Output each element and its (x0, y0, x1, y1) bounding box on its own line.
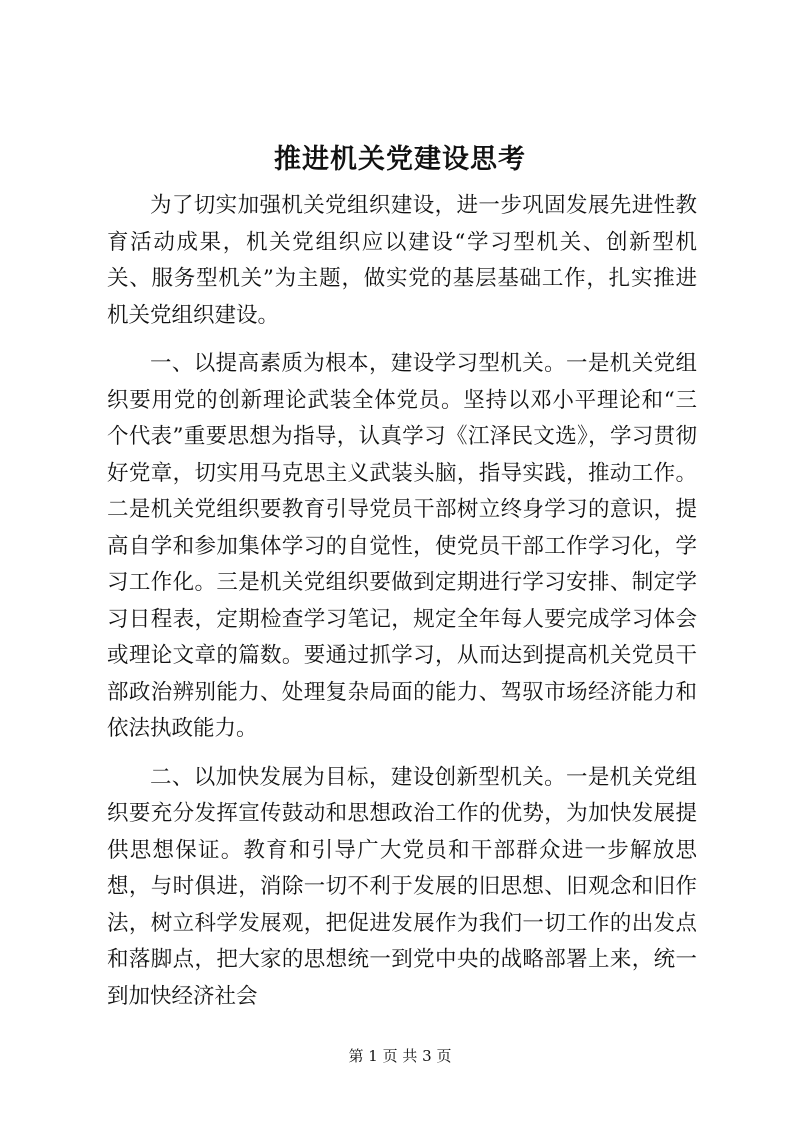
paragraph-section-one: 一、以提高素质为根本，建设学习型机关。一是机关党组织要用党的创新理论武装全体党员。坚持以邓小平理论和“三个代表”重要思想为指导，认真学习《江泽民文选》，学习贯彻好党章，切实用马克思主义武装头脑，指导实践，推动工作。二是机关党组织要教育引导党员干部树立终身学习的意识，提高自学和参加集体学习的自觉性，使党员干部工作学习化，学习工作化。三是机关党组织要做到定期进行学习安排、制定学习日程表，定期检查学习笔记，规定全年每人要完成学习体会或理论文章的篇数。要通过抓学习，从而达到提高机关党员干部政治辨别能力、处理复杂局面的能力、驾驭市场经济能力和依法执政能力。 (107, 351, 697, 741)
paragraph-section-two: 二、以加快发展为目标，建设创新型机关。一是机关党组织要充分发挥宣传鼓动和思想政治工作的优势，为加快发展提供思想保证。教育和引导广大党员和干部群众进一步解放思想，与时俱进，消除一切不利于发展的旧思想、旧观念和旧作法，树立科学发展观，把促进发展作为我们一切工作的出发点和落脚点，把大家的思想统一到党中央的战略部署上来，统一到加快经济社会 (107, 764, 697, 1009)
paragraph-intro: 为了切实加强机关党组织建设，进一步巩固发展先进性教育活动成果，机关党组织应以建设“学习型机关、创新型机关、服务型机关”为主题，做实党的基层基础工作，扎实推进机关党组织建设。 (107, 193, 697, 328)
document-body (107, 188, 697, 1027)
page-footer: 第 1 页 共 3 页 (348, 1047, 452, 1065)
document-title: 推进机关党建设思考 (274, 144, 526, 175)
